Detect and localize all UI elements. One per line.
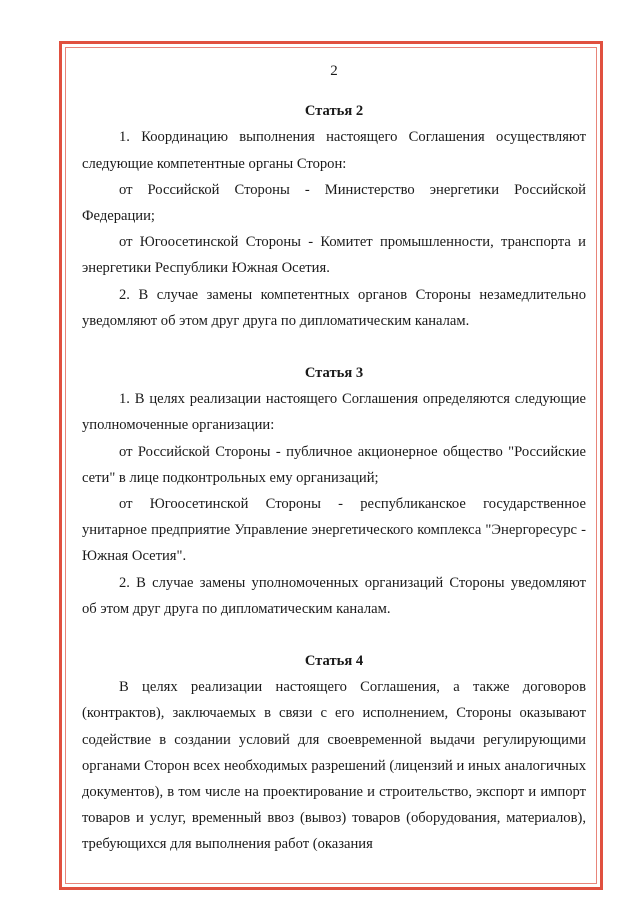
section-gap [82, 334, 586, 360]
article-2-title: Статья 2 [304, 103, 364, 120]
article-3-paragraph-2: от Российской Стороны - публичное акционерное общество "Российские сети" в лице подконтрольных ему организаций; [82, 443, 586, 486]
page-content [82, 58, 586, 858]
article-3 [82, 360, 586, 622]
article-4-paragraph-1: В целях реализации настоящего Соглашения, а также договоров (контрактов), заключаемых в связи с его исполнением, Стороны оказывают содействие в создании условий для своевременной выдачи регулирующими органами Сторон всех необходимых разрешений (лицензий и иных аналогичных документов), в том числе на проектирование и строительство, экспорт и импорт товаров и услуг, временный ввоз (вывоз) товаров (оборудования, материалов), требующихся для выполнения работ (оказания [82, 679, 586, 853]
article-4-title: Статья 4 [304, 653, 364, 670]
article-2-paragraph-2: от Российской Стороны - Министерство энергетики Российской Федерации; [82, 181, 586, 225]
article-2-paragraph-1: 1. Координацию выполнения настоящего Соглашения осуществляют следующие компетентные органы Сторон: [82, 129, 586, 172]
article-2 [82, 98, 586, 334]
article-2-paragraph-3: от Югоосетинской Стороны - Комитет промышленности, транспорта и энергетики Республики Южная Осетия. [82, 234, 586, 277]
article-3-paragraph-1: 1. В целях реализации настоящего Соглашения определяются следующие уполномоченные организации: [82, 391, 586, 434]
section-gap [82, 622, 586, 648]
article-4 [82, 648, 586, 858]
article-3-title: Статья 3 [304, 365, 364, 382]
article-2-paragraph-4: 2. В случае замены компетентных органов Стороны незамедлительно уведомляют об этом друг друга по дипломатическим каналам. [82, 286, 586, 329]
article-3-paragraph-3: от Югоосетинской Стороны - республиканское государственное унитарное предприятие Управление энергетического комплекса "Энергоресурс - Южная Осетия". [82, 496, 586, 565]
page-number: 2 [330, 63, 338, 79]
article-3-paragraph-4: 2. В случае замены уполномоченных организаций Стороны уведомляют об этом друг друга по дипломатическим каналам. [82, 574, 586, 617]
